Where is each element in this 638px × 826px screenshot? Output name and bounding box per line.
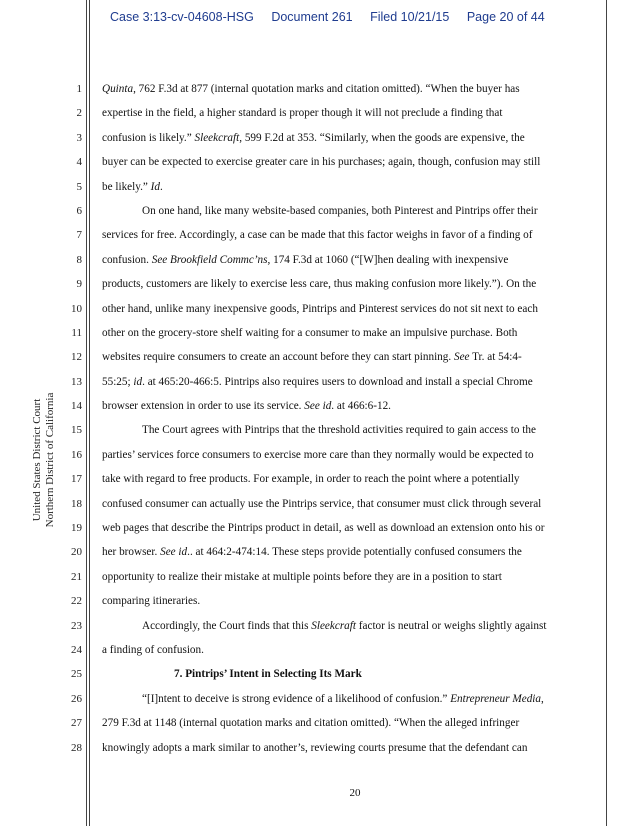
line-number: 5 (76, 180, 82, 193)
left-margin-rule-inner (89, 0, 90, 826)
text-line: 55:25; id. at 465:20-466:5. Pintrips also requires users to download and install a special Chrome (102, 375, 533, 388)
text-line: The Court agrees with Pintrips that the threshold activities required to gain access to the (142, 424, 536, 437)
text-line: her browser. See id.. at 464:2-474:14. These steps provide potentially confused consumers the (102, 546, 522, 559)
line-number: 16 (71, 448, 82, 461)
text-line: take with regard to free products. For example, in order to reach the point where a potentially (102, 473, 520, 486)
text-line: other hand, unlike many inexpensive goods, Pintrips and Pinterest services do not sit next to each (102, 302, 538, 315)
left-margin-rule-outer (86, 0, 87, 826)
line-number: 3 (76, 131, 82, 144)
line-number: 9 (76, 278, 82, 291)
text-line: websites require consumers to create an account before they can start pinning. See Tr. at 54:4- (102, 351, 522, 364)
line-number: 7 (76, 229, 82, 242)
line-number: 4 (76, 156, 82, 169)
text-line: web pages that describe the Pintrips product in detail, as well as download an extension onto his or (102, 522, 545, 535)
line-number: 19 (71, 522, 82, 535)
line-number: 1 (76, 83, 82, 95)
document-number: Document 261 (271, 10, 353, 24)
text-line: products, customers are likely to exercise less care, thus making confusion more likely.”). On the (102, 278, 537, 291)
line-number: 24 (71, 643, 82, 656)
text-line: confusion is likely.” Sleekcraft, 599 F.2d at 353. “Similarly, when the goods are expensive, the (102, 131, 525, 144)
case-number: Case 3:13-cv-04608-HSG (110, 10, 254, 24)
text-line: “[I]ntent to deceive is strong evidence of a likelihood of confusion.” Entrepreneur Media, (142, 692, 544, 705)
line-number: 27 (71, 717, 82, 730)
line-number: 14 (71, 400, 82, 413)
line-number: 15 (71, 424, 82, 437)
section-heading: 7. Pintrips’ Intent in Selecting Its Mark (174, 668, 362, 681)
text-line: be likely.” Id. (102, 180, 163, 193)
line-number: 21 (71, 570, 82, 583)
text-line: comparing itineraries. (102, 595, 201, 608)
text-line: knowingly adopts a mark similar to another’s, reviewing courts presume that the defendant can (102, 741, 528, 754)
line-number: 17 (71, 473, 82, 486)
text-line: confusion. See Brookfield Commc’ns, 174 F.3d at 1060 (“[W]hen dealing with inexpensive (102, 253, 509, 266)
line-number: 12 (71, 351, 82, 364)
line-number: 26 (71, 692, 82, 705)
line-number: 8 (76, 253, 82, 266)
text-line: expertise in the field, a higher standard is proper though it will not preclude a finding that (102, 107, 503, 120)
text-line: confused consumer can actually use the Pintrips service, that consumer must click through several (102, 497, 542, 510)
page-indicator: Page 20 of 44 (466, 10, 545, 24)
right-margin-rule (606, 0, 607, 826)
document-body (102, 77, 602, 760)
filed-date: Filed 10/21/15 (370, 10, 450, 24)
line-number: 23 (71, 619, 82, 632)
text-line: Accordingly, the Court finds that this Sleekcraft factor is neutral or weighs slightly against (142, 619, 547, 632)
line-number: 28 (71, 741, 82, 754)
text-line: parties’ services force consumers to exercise more care than they normally would be expected to (102, 448, 534, 461)
line-number: 25 (71, 668, 82, 681)
text-line: a finding of confusion. (102, 643, 204, 656)
line-number: 22 (71, 595, 82, 608)
line-number: 20 (71, 546, 82, 559)
court-side-label (24, 370, 64, 550)
line-number: 18 (71, 497, 82, 510)
text-line: Quinta, 762 F.3d at 877 (internal quotation marks and citation omitted). “When the buyer has (102, 83, 520, 95)
line-numbers (62, 77, 82, 760)
court-name: United States District Court (31, 398, 43, 522)
district-name: Northern District of California (44, 392, 56, 528)
text-line: opportunity to realize their mistake at multiple points before they are in a position to start (102, 570, 502, 583)
text-line: services for free. Accordingly, a case can be made that this factor weighs in favor of a finding of (102, 229, 533, 242)
text-line: other on the grocery-store shelf waiting for a consumer to make an impulsive purchase. Both (102, 326, 518, 339)
text-line: browser extension in order to use its service. See id. at 466:6-12. (102, 400, 391, 413)
line-number: 11 (71, 326, 82, 339)
text-line: buyer can be expected to exercise greater care in his purchases; again, though, confusion may still (102, 156, 541, 169)
page-number: 20 (349, 787, 361, 799)
line-number: 10 (71, 302, 82, 315)
line-number: 2 (76, 107, 82, 120)
case-header (110, 10, 559, 24)
line-number: 6 (76, 204, 82, 217)
text-line: 279 F.3d at 1148 (internal quotation marks and citation omitted). “When the alleged infringer (102, 717, 520, 730)
text-line: On one hand, like many website-based companies, both Pinterest and Pintrips offer their (142, 204, 538, 217)
line-number: 13 (71, 375, 82, 388)
